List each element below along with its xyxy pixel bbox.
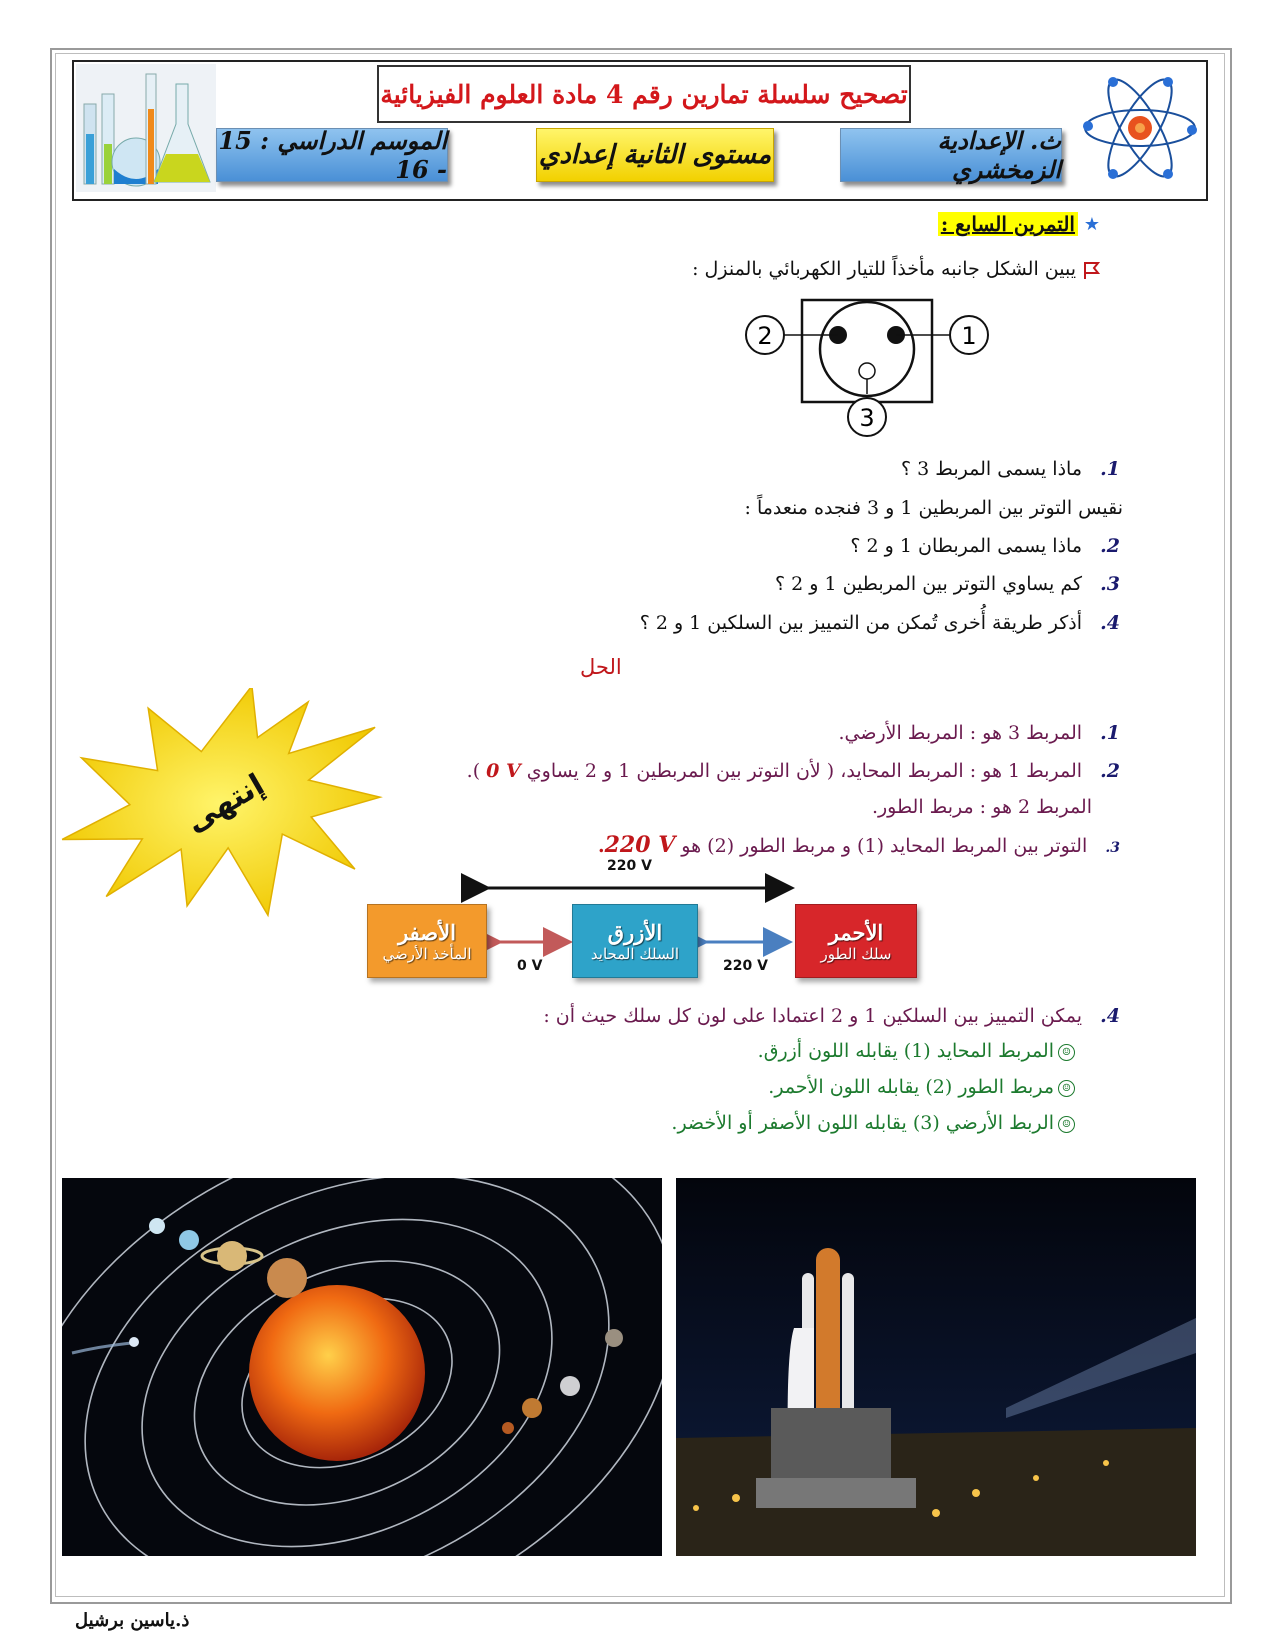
answer-2b: المربط 2 هو : مربط الطور. <box>871 796 1092 818</box>
author-signature: ذ.ياسين برشيل <box>75 1610 190 1631</box>
socket-diagram <box>735 298 995 458</box>
yellow-wire-box: الأصفر المأخذ الأرضي <box>367 904 487 978</box>
space-shuttle-image <box>676 1178 1196 1556</box>
document-title: تصحيح سلسلة تمارين رقم 4 مادة العلوم الفيزيائية <box>377 65 911 123</box>
exercise-intro: يبين الشكل جانبه مأخذاً للتيار الكهربائي بالمنزل : <box>692 258 1100 280</box>
measure-note: نقيس التوتر بين المربطين 1 و 3 فنجده منعدماً : <box>744 497 1123 519</box>
atom-icon <box>1080 64 1200 192</box>
smiley-icon: ☺ <box>1058 1080 1075 1097</box>
answer-3: 3. التوتر بين المربط المحايد (1) و مربط الطور (2) هو 220 V. <box>597 832 1120 858</box>
exercise-heading: التمرين السابع : <box>938 212 1078 236</box>
bullet-earth: ☺الربط الأرضي (3) يقابله اللون الأصفر أو الأخضر. <box>671 1112 1075 1134</box>
season-label: الموسم الدراسي : 15 - 16 <box>216 128 448 182</box>
answer-1: 1. المربط 3 هو : المربط الأرضي. <box>838 722 1120 744</box>
smiley-icon: ☺ <box>1058 1116 1075 1133</box>
wire-diagram <box>367 858 917 988</box>
question-2: 2. ماذا يسمى المربطان 1 و 2 ؟ <box>850 535 1120 557</box>
smiley-icon: ☺ <box>1058 1044 1075 1061</box>
question-3: 3. كم يساوي التوتر بين المربطين 1 و 2 ؟ <box>774 573 1120 595</box>
bullet-neutral: ☺المربط المحايد (1) يقابله اللون أزرق. <box>758 1040 1075 1062</box>
socket-label-1: 1 <box>961 322 977 350</box>
flag-icon <box>1082 260 1100 280</box>
right-voltage-label: 220 V <box>723 958 768 974</box>
top-voltage-label: 220 V <box>607 858 652 874</box>
school-label: ث. الإعدادية الزمخشري <box>840 128 1062 182</box>
solar-system-image <box>62 1178 662 1556</box>
level-label: مستوى الثانية إعدادي <box>536 128 774 182</box>
bullet-phase: ☺مربط الطور (2) يقابله اللون الأحمر. <box>768 1076 1075 1098</box>
socket-label-3: 3 <box>859 404 875 432</box>
end-stamp <box>60 688 390 918</box>
stamp-text: إنتهى <box>180 767 271 840</box>
left-voltage-label: 0 V <box>517 958 543 974</box>
red-wire-box: الأحمر سلك الطور <box>795 904 917 978</box>
exercise-heading-row <box>900 212 1100 246</box>
pin-3-earth <box>859 363 875 379</box>
socket-label-2: 2 <box>757 322 773 350</box>
blue-wire-box: الأزرق السلك المحايد <box>572 904 698 978</box>
answer-2: 2. المربط 1 هو : المربط المحايد، ( لأن التوتر بين المربطين 1 و 2 يساوي 0 V ). <box>466 760 1120 782</box>
answer-4: 4. يمكن التمييز بين السلكين 1 و 2 اعتمادا على لون كل سلك حيث أن : <box>543 1005 1120 1027</box>
sun <box>249 1285 425 1461</box>
question-1: 1. ماذا يسمى المربط 3 ؟ <box>901 458 1120 480</box>
solution-heading: الحل <box>580 655 622 679</box>
question-4: 4. أذكر طريقة أُخرى تُمكن من التمييز بين السلكين 1 و 2 ؟ <box>639 612 1120 634</box>
star-icon: ★ <box>1083 214 1100 235</box>
lab-glassware-icon <box>76 64 216 192</box>
